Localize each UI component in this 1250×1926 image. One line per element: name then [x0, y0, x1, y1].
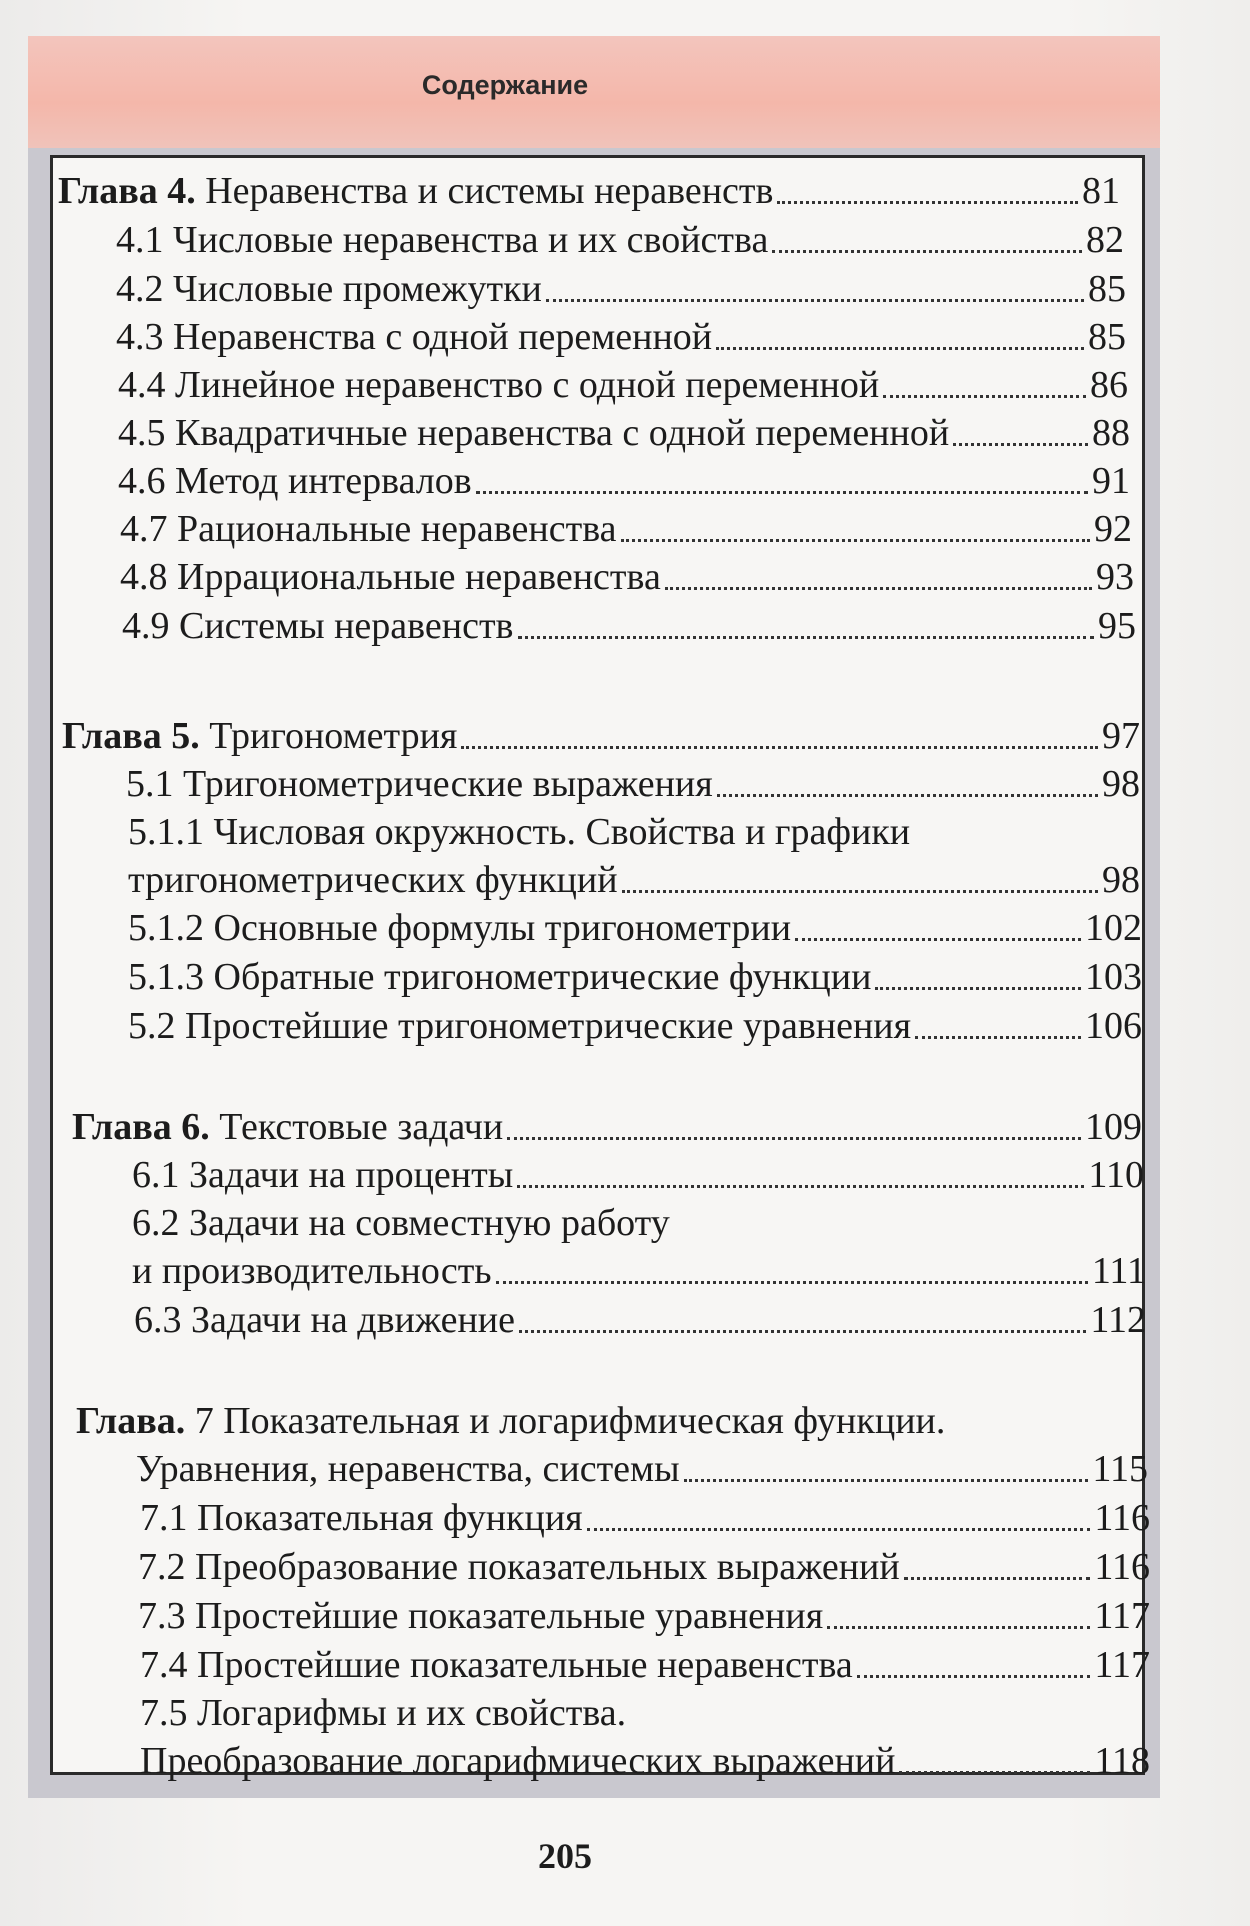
toc-section-entry	[140, 1738, 1150, 1784]
page-ref: 85	[1088, 268, 1126, 310]
section-title: 4.2 Числовые промежутки	[116, 268, 542, 310]
page-ref: 93	[1096, 556, 1134, 598]
section-title: тригонометрических функций	[128, 859, 618, 901]
dot-leader	[857, 1675, 1091, 1678]
toc-section-entry	[132, 1248, 1146, 1294]
chapter-label: Глава 5.	[62, 715, 200, 757]
dot-leader	[546, 299, 1084, 302]
dot-leader	[461, 746, 1098, 749]
section-title: 4.1 Числовые неравенства и их свойства	[116, 219, 769, 261]
section-title: Уравнения, неравенства, системы	[136, 1448, 680, 1490]
page-ref: 117	[1094, 1595, 1150, 1637]
page-ref: 81	[1082, 170, 1120, 212]
toc-section-entry	[138, 1544, 1150, 1590]
section-title: 7.4 Простейшие показательные неравенства	[140, 1644, 853, 1686]
dot-leader	[899, 1771, 1090, 1774]
page-ref: 97	[1102, 715, 1140, 757]
section-title: 4.9 Системы неравенств	[122, 605, 514, 647]
page-ref: 109	[1085, 1106, 1142, 1148]
toc-section-entry	[126, 761, 1140, 807]
dot-leader	[665, 587, 1092, 590]
toc-section-entry	[128, 809, 1128, 855]
dot-leader	[621, 539, 1090, 542]
section-title: 5.1 Тригонометрические выражения	[126, 763, 713, 805]
chapter-title: Тригонометрия	[209, 715, 458, 757]
toc-chapter-heading	[72, 1104, 1142, 1150]
page-ref: 92	[1094, 508, 1132, 550]
toc-section-entry	[128, 857, 1140, 903]
page-ref: 103	[1085, 956, 1142, 998]
dot-leader	[795, 938, 1081, 941]
section-title: 5.1.2 Основные формулы тригонометрии	[128, 907, 792, 949]
dot-leader	[507, 1137, 1081, 1140]
dot-leader	[518, 636, 1094, 639]
chapter-label: Глава.	[76, 1400, 186, 1442]
dot-leader	[953, 443, 1088, 446]
dot-leader	[622, 890, 1098, 893]
page-ref: 98	[1102, 859, 1140, 901]
page-ref: 86	[1090, 364, 1128, 406]
toc-chapter-heading	[62, 713, 1140, 759]
page-ref: 85	[1088, 316, 1126, 358]
section-title: 7.5 Логарифмы и их свойства.	[140, 1692, 627, 1734]
toc-section-entry	[116, 217, 1124, 263]
page-ref: 98	[1102, 763, 1140, 805]
page-number: 205	[538, 1836, 592, 1876]
chapter-title: Неравенства и системы неравенств	[205, 170, 774, 212]
section-title: и производительность	[132, 1250, 492, 1292]
section-title: 5.1.3 Обратные тригонометрические функции	[128, 956, 872, 998]
dot-leader	[915, 1036, 1081, 1039]
toc-chapter-heading	[58, 168, 1120, 214]
page-ref: 110	[1088, 1154, 1144, 1196]
toc-section-entry	[140, 1495, 1150, 1541]
dot-leader	[684, 1479, 1089, 1482]
section-title: 4.3 Неравенства с одной переменной	[116, 316, 713, 358]
toc-section-entry	[128, 905, 1142, 951]
section-title: 6.2 Задачи на совместную работу	[132, 1202, 670, 1244]
page-ref: 116	[1094, 1497, 1150, 1539]
page-ref: 82	[1086, 219, 1124, 261]
section-title: 4.5 Квадратичные неравенства с одной переменной	[118, 412, 950, 454]
page-ref: 112	[1090, 1299, 1146, 1341]
toc-section-entry	[118, 458, 1130, 504]
chapter-title: 7 Показательная и логарифмическая функции.	[194, 1400, 946, 1442]
section-title: 6.3 Задачи на движение	[134, 1299, 516, 1341]
dot-leader	[883, 395, 1086, 398]
page-ref: 88	[1092, 412, 1130, 454]
toc-section-entry	[118, 410, 1130, 456]
toc-section-entry	[128, 954, 1142, 1000]
page-ref: 118	[1094, 1740, 1150, 1782]
dot-leader	[904, 1577, 1091, 1580]
toc-section-entry	[140, 1690, 940, 1736]
page-ref: 117	[1094, 1644, 1150, 1686]
page-ref: 116	[1094, 1546, 1150, 1588]
dot-leader	[716, 347, 1084, 350]
page-ref: 106	[1085, 1005, 1142, 1047]
dot-leader	[717, 794, 1098, 797]
section-title: 4.8 Иррациональные неравенства	[120, 556, 661, 598]
dot-leader	[587, 1528, 1091, 1531]
section-title: 4.6 Метод интервалов	[118, 460, 472, 502]
section-title: 7.3 Простейшие показательные уравнения	[138, 1595, 824, 1637]
dot-leader	[517, 1185, 1084, 1188]
dot-leader	[496, 1281, 1088, 1284]
toc-section-entry	[140, 1642, 1150, 1688]
page-ref: 95	[1098, 605, 1136, 647]
toc-section-entry	[132, 1152, 1144, 1198]
toc-section-entry	[120, 554, 1134, 600]
page-ref: 115	[1092, 1448, 1148, 1490]
page-ref: 91	[1092, 460, 1130, 502]
dot-leader	[772, 250, 1082, 253]
page-ref: 102	[1085, 907, 1142, 949]
section-title: 6.1 Задачи на проценты	[132, 1154, 514, 1196]
section-title: Преобразование логарифмических выражений	[140, 1740, 896, 1782]
chapter-title: Текстовые задачи	[219, 1106, 504, 1148]
dot-leader	[777, 201, 1078, 204]
section-title: 5.1.1 Числовая окружность. Свойства и графики	[128, 811, 911, 853]
toc-section-entry	[120, 506, 1132, 552]
toc-section-entry	[134, 1297, 1146, 1343]
toc-section-entry	[132, 1200, 1032, 1246]
section-title: 7.1 Показательная функция	[140, 1497, 583, 1539]
dot-leader	[827, 1626, 1090, 1629]
section-title: 4.4 Линейное неравенство с одной переменной	[118, 364, 880, 406]
dot-leader	[476, 491, 1088, 494]
toc-chapter-heading	[76, 1398, 1136, 1444]
section-title: 4.7 Рациональные неравенства	[120, 508, 617, 550]
section-title: 7.2 Преобразование показательных выражений	[138, 1546, 900, 1588]
toc-section-entry	[122, 603, 1136, 649]
page-ref: 111	[1091, 1250, 1146, 1292]
toc-section-entry	[116, 314, 1126, 360]
chapter-label: Глава 4.	[58, 170, 196, 212]
section-title: 5.2 Простейшие тригонометрические уравнения	[128, 1005, 912, 1047]
toc-section-entry	[136, 1446, 1148, 1492]
dot-leader	[519, 1330, 1086, 1333]
toc-section-entry	[116, 266, 1126, 312]
chapter-label: Глава 6.	[72, 1106, 210, 1148]
toc-section-entry	[138, 1593, 1150, 1639]
page-header-title: Содержание	[421, 70, 589, 100]
dot-leader	[875, 987, 1081, 990]
toc-section-entry	[118, 362, 1128, 408]
toc-section-entry	[128, 1003, 1142, 1049]
